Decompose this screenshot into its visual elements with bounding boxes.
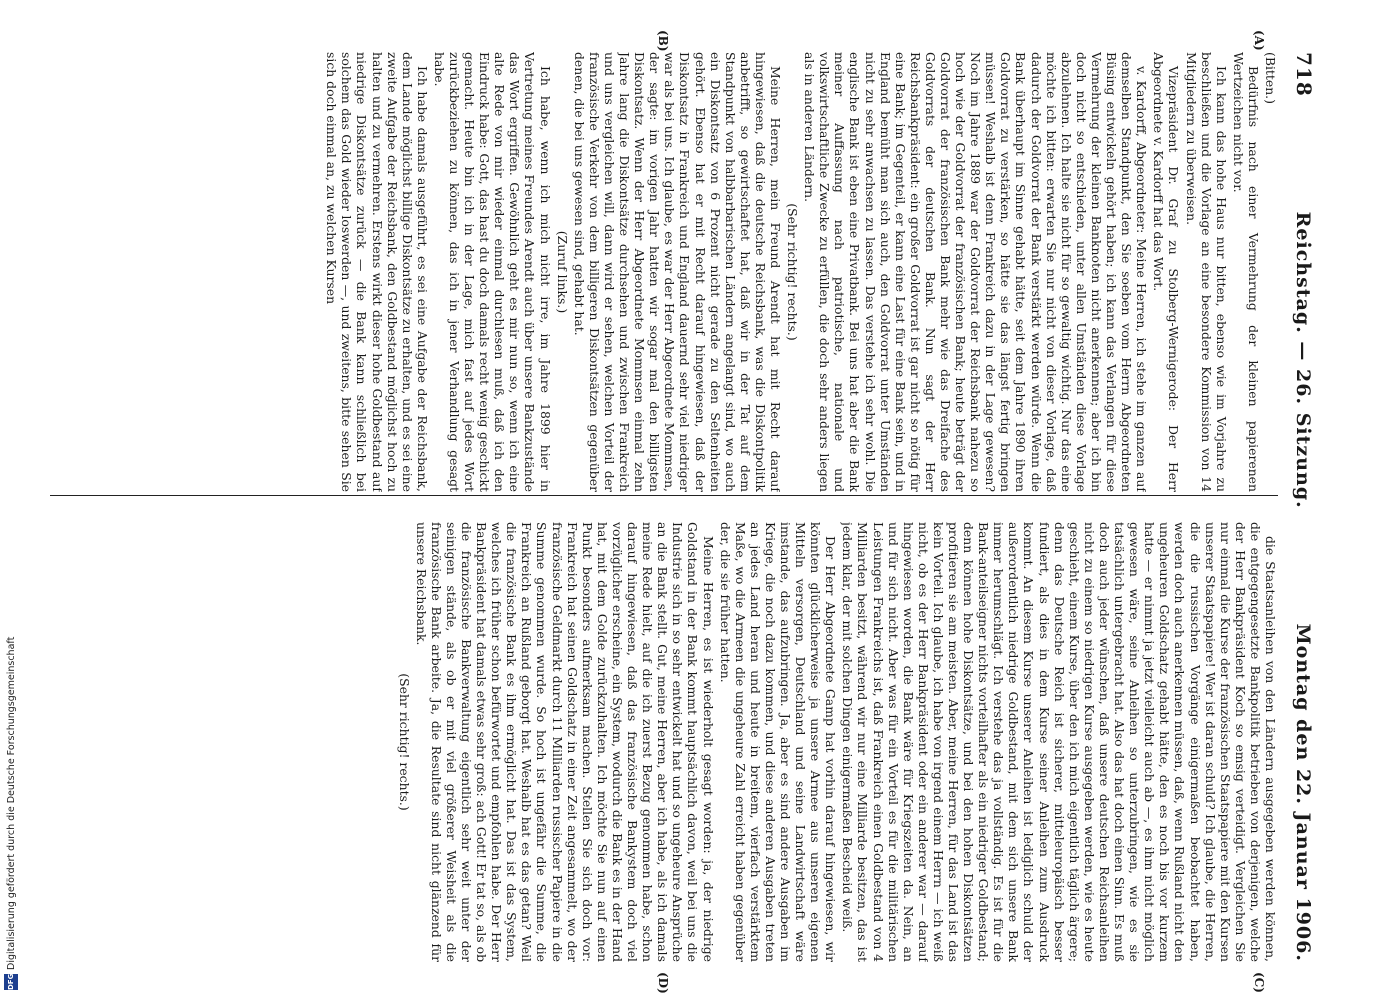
paragraph: die Staatsanleihen von den Ländern ausgegeben werden können, die entgegengesetzte Bankpolitik betrieben von derjenigen, welche der Herr Bankpräsident Koch so emsig verteidigt. Vergleichen Sie nur einmal die Kurse der französischen Staatspapiere mit den Kursen unserer Staatspapiere! Wer ist daran schuld? Ich glaube, die Herren, die die russischen Vorgänge einigermaßen beobachtet haben, werden doch auch anerkennen müssen, daß, wenn Rußland nicht den ungeheuren Goldschatz gehabt hätte, den es noch bis vor kurzem hatte — er nimmt ja jetzt vielleicht auch ab —, es ihm nicht möglich gewesen wäre, seine Anleihen so unterzubringen, wie es sie tatsächlich untergebracht hat. Also das hat doch einen Sinn. Es muß doch auch jeder wünschen, daß unsere deutschen Reichsanleihen nicht zu einem so niedrigen Kurse ausgegeben werden, wie es heute geschieht, einem Kurse, über den ich mich eigentlich täglich ärgere; denn das Deutsche Reich ist sicherer, mitteleuropäisch besser fundiert, als dies in dem Kurse seiner Anleihen zum Ausdruck kommt. An diesem Kurse unserer Anleihen ist lediglich schuld der außerordentlich niedrige Goldbestand, mit dem sich unsere Bank immer herumschlägt. Ich verstehe das ja vollständig. Es ist für die Bank-anteilseigner nichts vorteilhafter als ein niedriger Goldbestand; denn können hohe Diskontsätze, und bei den hohen Diskontsätzen profitieren sie am meisten. Aber, meine Herren, für das Land ist das kein Vorteil. Ich glaube, ich habe von irgend einem Herrn — ich weiß nicht, ob es der Herr Bankpräsident oder ein anderer war — darauf hingewiesen worden, die Bank wäre für Kriegszeiten da. Nein, an und für sich nicht. Aber was für ein Vorteil es für die militärischen Leistungen Frankreichs ist, daß Frankreich einen Goldbestand von 4 Milliarden besitzt, während wir nur eine Milliarde besitzen, das ist jedem klar, der mit solchen Dingen einigermaßen Bescheid weiß. <box>840 522 1278 962</box>
page-date: Montag den 22. Januar 1906. <box>1292 623 1314 962</box>
right-column <box>60 522 1278 962</box>
dfg-logo: DFG <box>4 974 18 990</box>
margin-mark-c: (C) <box>1252 972 1266 993</box>
interjection: (Zuruf links.) <box>554 230 570 314</box>
newspaper-page <box>30 22 1330 1002</box>
paragraph: (Bitten.) <box>1263 52 1278 104</box>
paragraph: Vizepräsident Dr. Graf zu Stolberg-Wernigerode: Der Herr Abgeordnete v. Kardorff hat das Wort. <box>1151 52 1182 492</box>
digitization-credit <box>6 380 20 970</box>
paragraph: Ich habe, wenn ich mich nicht irre, im Jahre 1899 hier in Vertretung meines Freundes Arendt auch über unsere Bankzustände das Wort ergriffen. Gewöhnlich geht es mir nun so, wenn ich eine alte Rede von mir wieder einmal durchlesen muß, daß ich den Eindruck habe: Gott, das hast du doch damals recht wenig geschickt gemacht. Heute bin ich in der Lage, mich fast auf jedes Wort zurückbeziehen zu können, das ich in jener Verhandlung gesagt habe. <box>431 52 553 492</box>
margin-mark-a: (A) <box>1252 30 1266 51</box>
credit-text: Digitalisierung gefördert durch die Deutsche Forschungsgemeinschaft <box>6 636 17 970</box>
interjection: (Sehr richtig! rechts.) <box>785 203 801 341</box>
page-title: Reichstag. — 26. Sitzung. <box>1292 211 1314 509</box>
page-header <box>1286 52 1316 962</box>
margin-mark-d: (D) <box>656 972 670 994</box>
paragraph: Meine Herren, es ist wiederholt gesagt worden: ja, der niedrige Goldstand in der Bank kommt hauptsächlich davon, weil bei uns die Industrie sich in so sehr entwickelt hat und so ungeheure Ansprüche an die Bank stellt. Gut, meine Herren, aber ich habe, als ich damals meine Rede hielt, auf die ich zuerst Bezug genommen habe, schon darauf hingewiesen, daß das französische Bankystem doch viel vorzüglicher erscheine, ein System, wodurch die Bank es in der Hand hat, mit dem Golde zurückzuhalten. Ich möchte Sie nun auf einen Punkt besonders aufmerksam machen. Stellen Sie sich doch vor: Frankreich hat seinen Goldschatz in einer Zeit angesammelt, wo der französische Geldmarkt durch 11 Milliarden russischer Papiere in die Summe genommen wurde. So hoch ist ungefähr die Summe, die Frankreich an Rußland geborgt hat. Weshalb hat es das getan? Weil die französische Bank es ihm ermöglicht hat. Das ist das System, welches ich früher schon befürwortet und empfohlen habe. Der Herr Bankpräsident hat damals etwas sehr groß: ach Gott! Er tat so, als ob die französische Bankverwaltung eigentlich sehr weit unter der seinigen stände, als ob er mit viel größerer Weisheit als die französische Bank arbeite. Ja, die Resultate sind nicht glänzend für unsere Reichsbank. <box>413 522 716 962</box>
left-column <box>60 52 1278 492</box>
margin-mark-b: (B) <box>656 30 670 52</box>
paragraph: Ich habe damals ausgeführt, es sei eine Aufgabe der Reichsbank, dem Lande möglichst billige Diskontsätze zu erhalten, und es sei eine zweite Aufgabe der Reichsbank, den Goldbestand möglichst hoch zu halten und zu vermehren. Erstens wirkt dieser hohe Goldbestand auf niedrige Diskontsätze zurück — die Bank kann schließlich bei solchem das Gold wieder loswerden —, und zweitens, bitte sehen Sie sich doch einmal an, zu welchen Kursen <box>324 52 430 492</box>
paragraph: Meine Herren, mein Freund Arendt hat mit Recht darauf hingewiesen, daß die deutsche Reichsbank, was die Diskontpolitik anbetrifft, so gewirtschaftet hat, daß wir in der Tat auf dem Standpunkt von halbbarbarischen Ländern angelangt sind, wo auch ein Diskontsatz von 6 Prozent nicht gerade zu den Seltenheiten gehört. Ebenso hat er mit Recht darauf hingewiesen, daß der Diskontsatz in Frankreich und England dauernd sehr viel niedriger war als bei uns. Ich glaube, es war der Herr Abgeordnete Mommsen, der sagte: im vorigen Jahr hatten wir sogar mal den billigsten Diskontsatz. Wenn der Herr Abgeordnete Mommsen einmal zehn Jahre lang die Diskontsätze durchsehen und zwischen Frankreich und uns vergleichen will, dann wird er sehen, welchen Vorteil der französische Verkehr von dem billigeren Diskontsätzen gegenüber denen, die bei uns gewesen sind, gehabt hat. <box>571 52 783 492</box>
paragraph: Bedürfnis nach einer Vermehrung der kleinen papierenen Wertzeichen nicht vor. <box>1230 52 1261 492</box>
column-divider <box>50 495 1278 496</box>
page-number: 718 <box>1292 52 1316 97</box>
paragraph: v. Kardorff, Abgeordneter: Meine Herren, ich stehe im ganzen auf demselben Standpunkt, den Sie soeben vom Herrn Abgeordneten Büsing entwickeln gehört haben; ich kann das Verlangen für diese Vermehrung der kleinen Banknoten nicht anerkennen; aber ich bin doch nicht so entschieden, unter allen Umständen diese Vorlage abzulehnen. Ich halte sie nicht für so gewaltig wichtig. Nur das eine möchte ich bitten: erwarten Sie nur nicht von dieser Vorlage, daß dadurch der Goldvorrat der Bank verstärkt werden würde. Wenn die Bank überhaupt im Sinne gehabt hätte, seit dem Jahre 1890 ihren Goldvorrat zu verstärken, so hätte sie das längst fertig bringen müssen! Weshalb ist denn Frankreich dazu in der Lage gewesen? Noch im Jahre 1889 war der Goldvorrat der Reichsbank nahezu so hoch wie der Goldvorrat der französischen Bank; heute beträgt der Goldvorrat der französischen Bank mehr wie das Dreifache des Goldvorrats der deutschen Bank. Nun sagt der Herr Reichsbankpräsident: ein großer Goldvorrat ist gar nicht so nötig für eine Bank; im Gegenteil, er kann eine Last für eine Bank sein, und in England bemüht man sich auch, den Goldvorrat unter Umständen nicht zu sehr anwachsen zu lassen. Das verstehe ich sehr wohl. Die englische Bank ist eben eine Privatbank. Bei uns hat aber die Bank meiner Auffassung nach patriotische, nationale und volkswirtschaftliche Zwecke zu erfüllen, die doch sehr anders liegen als in anderen Ländern. <box>802 52 1150 492</box>
paragraph: Der Herr Abgeordnete Gamp hat vorhin darauf hingewiesen, wir könnten glücklicherweise ja unsere Armee aus unseren eigenen Mitteln versorgen, Deutschland und seine Landwirtschaft wäre imstande, das aufzubringen. Ja, aber es sind andere Ausgaben im Kriege, die noch dazu kommen, und diese anderen Ausgaben treten an jedes Land heran und heute in breitem, vierfach verstärktem Maße, wo die Armeen die ungeheure Zahl erreicht haben gegenüber der, die sie früher hatten. <box>717 522 839 962</box>
paragraph: Ich kann das hohe Haus nur bitten, ebenso wie im Vorjahre zu beschließen und die Vorlage an eine besondere Kommission von 14 Mitgliedern zu überweisen. <box>1183 52 1229 492</box>
interjection: (Sehr richtig! rechts.) <box>396 673 412 811</box>
